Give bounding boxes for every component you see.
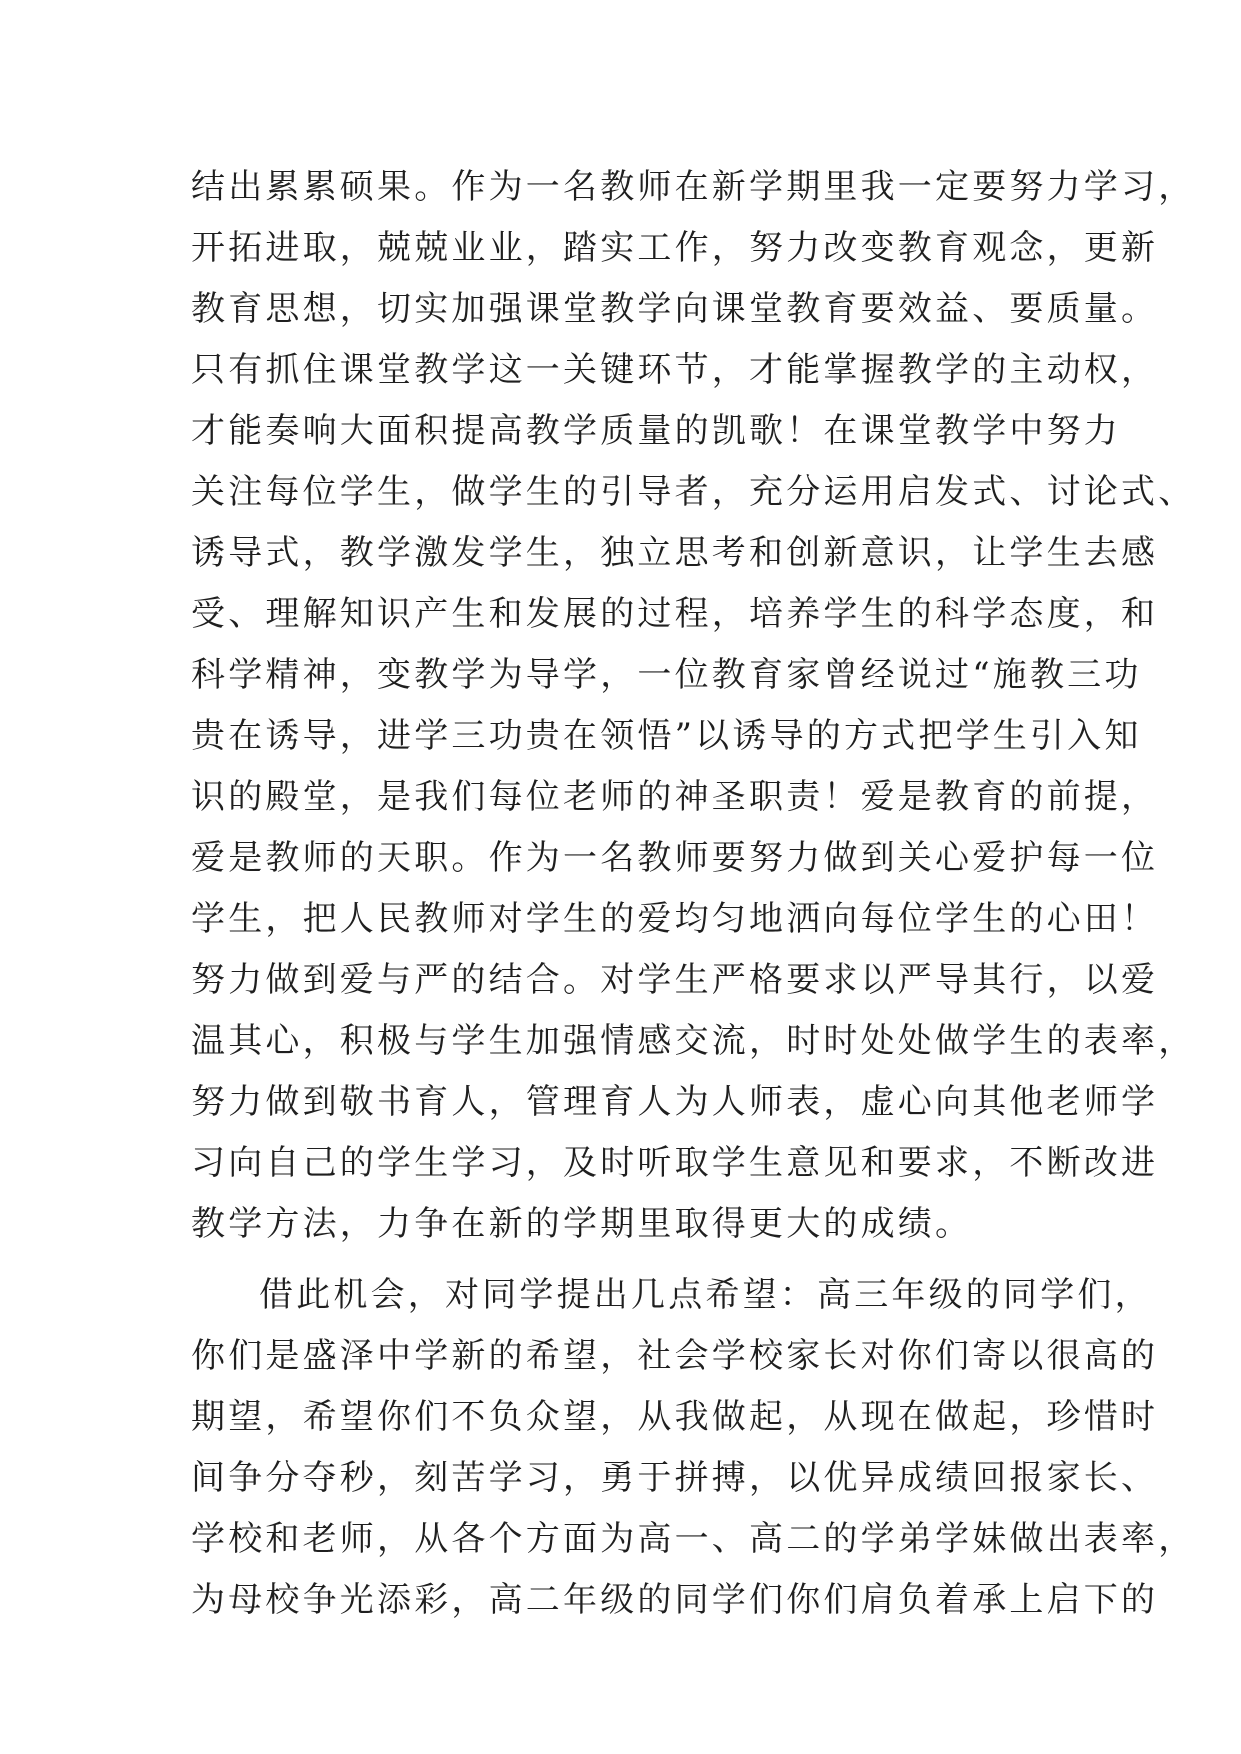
text-line: 开拓进取，兢兢业业，踏实工作，努力改变教育观念，更新: [191, 228, 1159, 268]
text-line: 为母校争光添彩，高二年级的同学们你们肩负着承上启下的: [191, 1580, 1159, 1620]
text-line: 爱是教师的天职。作为一名教师要努力做到关心爱护每一位: [191, 838, 1159, 878]
paragraph-1: [191, 157, 1196, 1255]
text-line: 受、理解知识产生和发展的过程，培养学生的科学态度，和: [191, 594, 1159, 634]
text-line: 你们是盛泽中学新的希望，社会学校家长对你们寄以很高的: [191, 1336, 1159, 1376]
paragraph-2: [191, 1265, 1196, 1631]
text-line: 关注每位学生，做学生的引导者，充分运用启发式、讨论式、: [191, 472, 1196, 512]
text-line: 识的殿堂，是我们每位老师的神圣职责！爱是教育的前提，: [191, 777, 1159, 817]
text-line: 努力做到敬书育人，管理育人为人师表，虚心向其他老师学: [191, 1082, 1159, 1122]
text-line: 间争分夺秒，刻苦学习，勇于拼搏，以优异成绩回报家长、: [191, 1458, 1159, 1498]
text-line: 期望，希望你们不负众望，从我做起，从现在做起，珍惜时: [191, 1397, 1159, 1437]
text-line: 温其心，积极与学生加强情感交流，时时处处做学生的表率，: [191, 1021, 1196, 1061]
text-line: 只有抓住课堂教学这一关键环节，才能掌握教学的主动权，: [191, 350, 1159, 390]
text-line: 习向自己的学生学习，及时听取学生意见和要求，不断改进: [191, 1143, 1159, 1183]
text-line: 结出累累硕果。作为一名教师在新学期里我一定要努力学习，: [191, 167, 1196, 207]
text-line: 学校和老师，从各个方面为高一、高二的学弟学妹做出表率，: [191, 1519, 1196, 1559]
text-line: 教学方法，力争在新的学期里取得更大的成绩。: [191, 1204, 973, 1244]
text-line: 努力做到爱与严的结合。对学生严格要求以严导其行，以爱: [191, 960, 1159, 1000]
text-line: 教育思想，切实加强课堂教学向课堂教育要效益、要质量。: [191, 289, 1159, 329]
paragraph-spacer: [191, 1255, 1071, 1265]
text-line: 才能奏响大面积提高教学质量的凯歌！在课堂教学中努力: [191, 411, 1121, 451]
text-line: 贵在诱导，进学三功贵在领悟”以诱导的方式把学生引入知: [191, 716, 1142, 756]
document-body: [191, 157, 1196, 1631]
text-line: 科学精神，变教学为导学，一位教育家曾经说过“施教三功: [191, 655, 1142, 695]
text-line: 诱导式，教学激发学生，独立思考和创新意识，让学生去感: [191, 533, 1159, 573]
text-line-indented: 借此机会，对同学提出几点希望：高三年级的同学们，: [259, 1275, 1152, 1315]
text-line: 学生，把人民教师对学生的爱均匀地洒向每位学生的心田！: [191, 899, 1159, 939]
